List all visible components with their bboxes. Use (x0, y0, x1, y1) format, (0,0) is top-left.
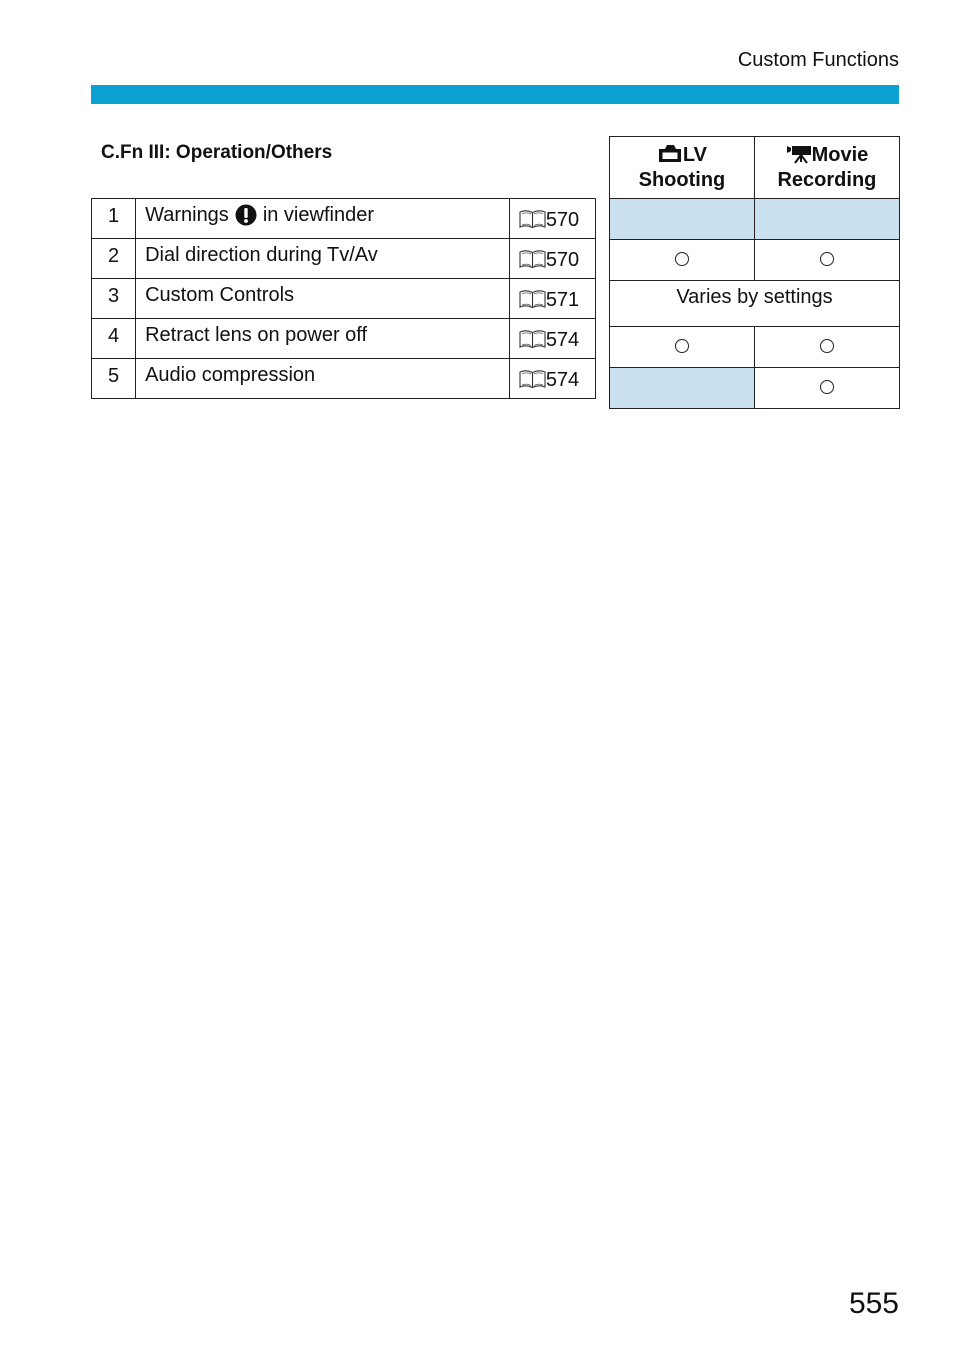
page-reference (509, 279, 595, 319)
book-icon (519, 209, 546, 229)
row-number: 2 (92, 239, 136, 279)
movie-cell (754, 368, 899, 409)
function-table (91, 198, 596, 399)
page-number: 555 (848, 1287, 899, 1320)
lv-cell (610, 240, 755, 281)
page-ref-number: 571 (545, 289, 580, 311)
page-ref-number: 570 (545, 209, 580, 231)
page-reference (509, 199, 595, 239)
page-reference (509, 239, 595, 279)
table-row (92, 359, 596, 399)
available-mark-icon (820, 339, 834, 353)
book-icon (519, 329, 546, 349)
running-header: Custom Functions (737, 49, 899, 71)
table-row (92, 199, 596, 239)
page-ref-number: 574 (545, 369, 580, 391)
function-name (136, 199, 510, 239)
function-name-part: in viewfinder (262, 204, 374, 226)
mode-label: Movie (811, 144, 869, 166)
book-icon (519, 369, 546, 389)
lv-cell (610, 199, 755, 240)
warning-icon (235, 204, 257, 226)
mode-row (610, 240, 900, 281)
movie-cell (754, 327, 899, 368)
row-number: 5 (92, 359, 136, 399)
page-reference (509, 359, 595, 399)
available-mark-icon (820, 252, 834, 266)
book-icon (519, 289, 546, 309)
mode-row (610, 199, 900, 240)
book-icon (519, 249, 546, 269)
function-name-part: Warnings (145, 204, 229, 226)
movie-cell (754, 199, 899, 240)
mode-label: Shooting (638, 169, 726, 191)
movie-cell (754, 240, 899, 281)
table-row (92, 239, 596, 279)
movie-recording-header (754, 137, 899, 199)
lv-shooting-header (610, 137, 755, 199)
row-number: 1 (92, 199, 136, 239)
available-mark-icon (820, 380, 834, 394)
mode-row (610, 327, 900, 368)
lv-cell (610, 368, 755, 409)
page-ref-number: 574 (545, 329, 580, 351)
function-name: Retract lens on power off (136, 319, 510, 359)
mode-header-row (610, 137, 900, 199)
header-bar (91, 85, 899, 104)
mode-row (610, 281, 900, 327)
combined-cell: Varies by settings (610, 281, 900, 327)
row-number: 4 (92, 319, 136, 359)
mode-availability-table (609, 136, 900, 409)
available-mark-icon (675, 339, 689, 353)
mode-row (610, 368, 900, 409)
function-name: Audio compression (136, 359, 510, 399)
function-name: Dial direction during Tv/Av (136, 239, 510, 279)
page-ref-number: 570 (545, 249, 580, 271)
available-mark-icon (675, 252, 689, 266)
table-row (92, 279, 596, 319)
section-title: C.Fn III: Operation/Others (101, 142, 333, 163)
page-reference (509, 319, 595, 359)
movie-camera-icon (786, 142, 812, 164)
function-name: Custom Controls (136, 279, 510, 319)
mode-label: LV (682, 144, 707, 166)
row-number: 3 (92, 279, 136, 319)
camera-icon (657, 142, 683, 164)
mode-label: Recording (777, 169, 877, 191)
lv-cell (610, 327, 755, 368)
table-row (92, 319, 596, 359)
